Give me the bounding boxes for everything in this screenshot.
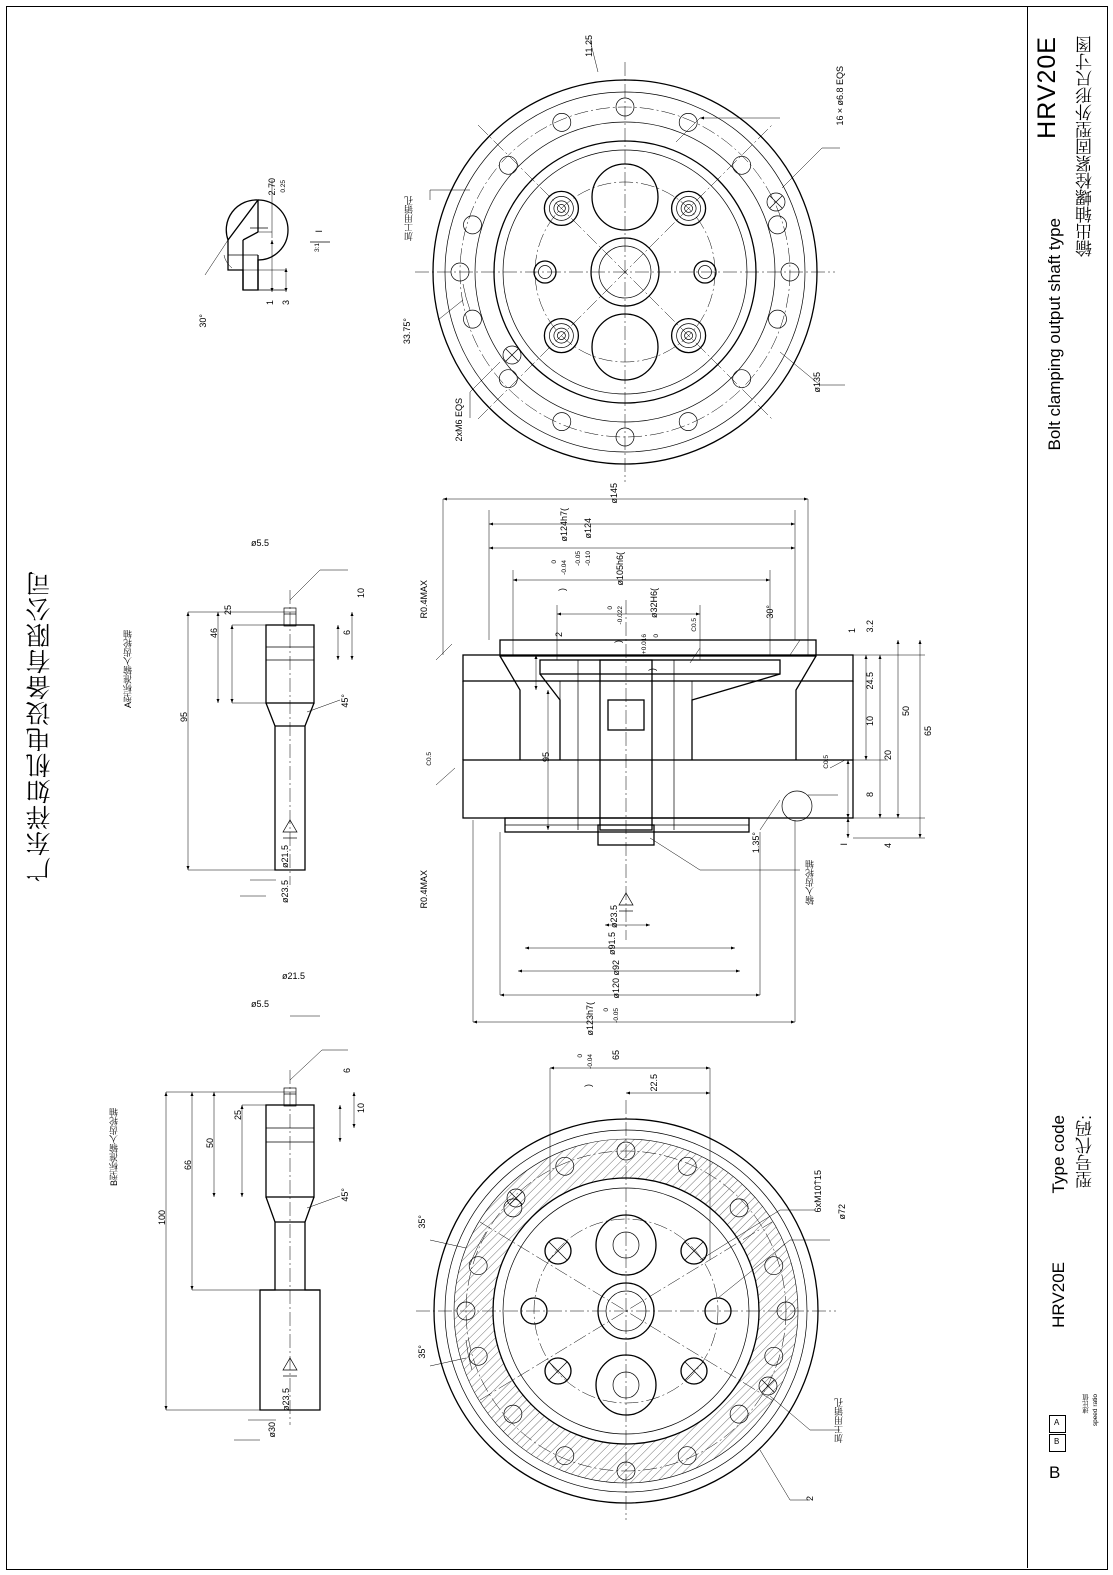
section-v50: 50 [901,706,911,717]
section-leader-cn: 输入齿轮轴 [805,860,815,905]
shaft-a-d215: ø21.5 [280,845,290,869]
shaft-b-caption: B型标准输入齿轮轴 [109,1108,119,1187]
shaft-b-6: 6 [342,1068,352,1074]
section-b-d123h7-sup: 0 [577,1054,584,1058]
company-name: 广东祥如机电设备有限公司 [26,570,54,882]
shaft-b-d235: ø23.5 [281,1388,291,1412]
shaft-b-66: 66 [183,1160,193,1171]
section-d105h6-sup: 0 [607,606,614,610]
shaft-b-25: 25 [233,1110,243,1121]
front-label-bolt-16: 16×ø6.8 EQS [835,66,845,126]
section-v1: 1 [847,628,857,634]
shaft-a-6: 6 [342,630,352,636]
section-b-d235: ø23.5 [609,905,619,929]
section-ang30: 30° [765,605,775,619]
section-v4: 4 [883,843,893,849]
shaft-b-d55: ø5.5 [251,999,270,1009]
detail-label-3: 3 [281,300,291,306]
rear-view [416,1068,840,1520]
rear-m10-6: 6xM10⍑15 [813,1170,823,1213]
shaft-a-10: 10 [356,588,366,599]
section-b-d123h7-text: ø123h7( [585,1002,595,1036]
front-label-angle-3375: 33.75° [402,318,412,345]
shaft-b-d30: ø30 [267,1422,277,1438]
section-d105h6-text: ø105h6( [615,552,625,586]
section-vI: I [839,843,849,846]
shaft-b-100: 100 [157,1210,167,1226]
section-v32: 3.2 [865,620,875,633]
section-v10: 10 [865,716,875,727]
section-v2: 2 [554,632,564,638]
ratio-selected-letter: B [1049,1463,1061,1482]
detail-label-scale-ratio: 3:1 [314,243,321,253]
shaft-b-d215: ø21.5 [282,971,306,981]
shaft-a-95: 95 [179,712,189,723]
section-v20: 20 [883,750,893,761]
shaft-b-45deg: 45° [340,1188,350,1202]
detail-label-scale-I: I [314,230,324,233]
shaft-a-view [188,570,352,896]
section-ang135: 1.35° [751,832,761,854]
titleblock-title-cn: 输出轴螺栓紧固型外形尺寸图 [1076,36,1095,257]
section-b-d915: ø91.5 [607,932,617,956]
shaft-a-d235: ø23.5 [280,880,290,904]
shaft-b-view [166,1016,354,1440]
section-b-d120-text: ø120 [611,978,621,999]
rear-ang-35b: 35° [417,1345,427,1359]
titleblock-typecode-en: Type code [1049,1115,1068,1194]
section-d124-sub: -0.10 [585,551,592,566]
front-label-machining-hole: 加工用销孔 [404,196,414,241]
section-d145: ø145 [609,483,619,504]
detail-label-270: 2.70 [267,178,277,196]
section-v95: 95 [541,752,551,763]
shaft-a-46: 46 [209,628,219,639]
front-label-11_25: 11.25 [584,35,594,57]
section-c05-2: C0.5 [691,618,698,632]
front-label-od-135: ø135 [812,372,822,393]
front-label-m6-2: 2xM6 EQS [454,398,464,442]
section-d32H6-sub: 0 [653,634,660,638]
detail-label-angle-30: 30° [198,314,208,328]
ratio-box-b-label: B [1054,1437,1060,1446]
section-r04max-2: R0.4MAX [419,870,429,909]
detail-label-1: 1 [265,300,275,306]
section-d124h7-text: ø124h7( [559,508,569,542]
section-b-d123h7-sub: -0.04 [587,1054,594,1069]
section-b-d92: ø92 [611,960,621,976]
section-d32H6-text: ø32H6( [649,588,659,619]
section-b-d123h7-close: ) [583,1084,593,1087]
shaft-a-d55: ø5.5 [251,538,270,548]
section-c05-3: C0.5 [823,755,830,769]
section-d124h7-sup: 0 [551,560,558,564]
detail-label-tol-025: 0.25 [280,180,287,193]
section-b-d120-sub: -0.05 [613,1008,620,1023]
shaft-b-50: 50 [205,1138,215,1149]
section-d32H6-close: ) [647,668,657,671]
section-d124-text: ø124 [583,518,593,539]
titleblock-ratio-cn: 速比值 [1083,1394,1090,1414]
titleblock-ratio-en: speed ratio [1092,1394,1099,1427]
section-d105h6-close: ) [613,640,623,643]
titleblock-typecode-cn: 型号代码: [1076,1115,1095,1188]
shaft-a-caption: A型标准输入齿轮轴 [123,630,133,709]
section-v65: 65 [923,726,933,737]
shaft-a-45deg: 45° [340,694,350,708]
section-d124h7-close: ) [557,588,567,591]
section-d124-sup: -0.05 [575,551,582,566]
shaft-a-25: 25 [223,605,233,616]
front-view [415,40,845,482]
rear-machining-hole: 加工用销孔 [834,1398,844,1443]
section-d124h7-sub: -0.04 [561,560,568,575]
rear-65: 65 [611,1050,621,1061]
section-v245: 24.5 [865,672,875,690]
rear-v2: 2 [805,1496,815,1502]
rear-d72: ø72 [837,1204,847,1220]
titleblock-typecode-value: HRV20E [1049,1262,1068,1328]
section-v8: 8 [865,792,875,798]
section-b-d120-sup: 0 [603,1008,610,1012]
section-d105h6-sub: -0.022 [617,606,624,625]
section-r04max-1: R0.4MAX [419,580,429,619]
rear-ang-35a: 35° [417,1215,427,1229]
section-d32H6-sup: +0.016 [641,634,648,655]
rear-225: 22.5 [649,1074,659,1092]
titleblock-title-en: Bolt clamping output shaft type [1045,218,1064,451]
shaft-b-10: 10 [356,1103,366,1114]
ratio-box-a-label: A [1054,1418,1060,1427]
titleblock-model: HRV20E [1033,36,1061,139]
detail-I-view [205,180,330,292]
section-view [436,499,925,1022]
section-c05-1: C0.5 [426,752,433,766]
